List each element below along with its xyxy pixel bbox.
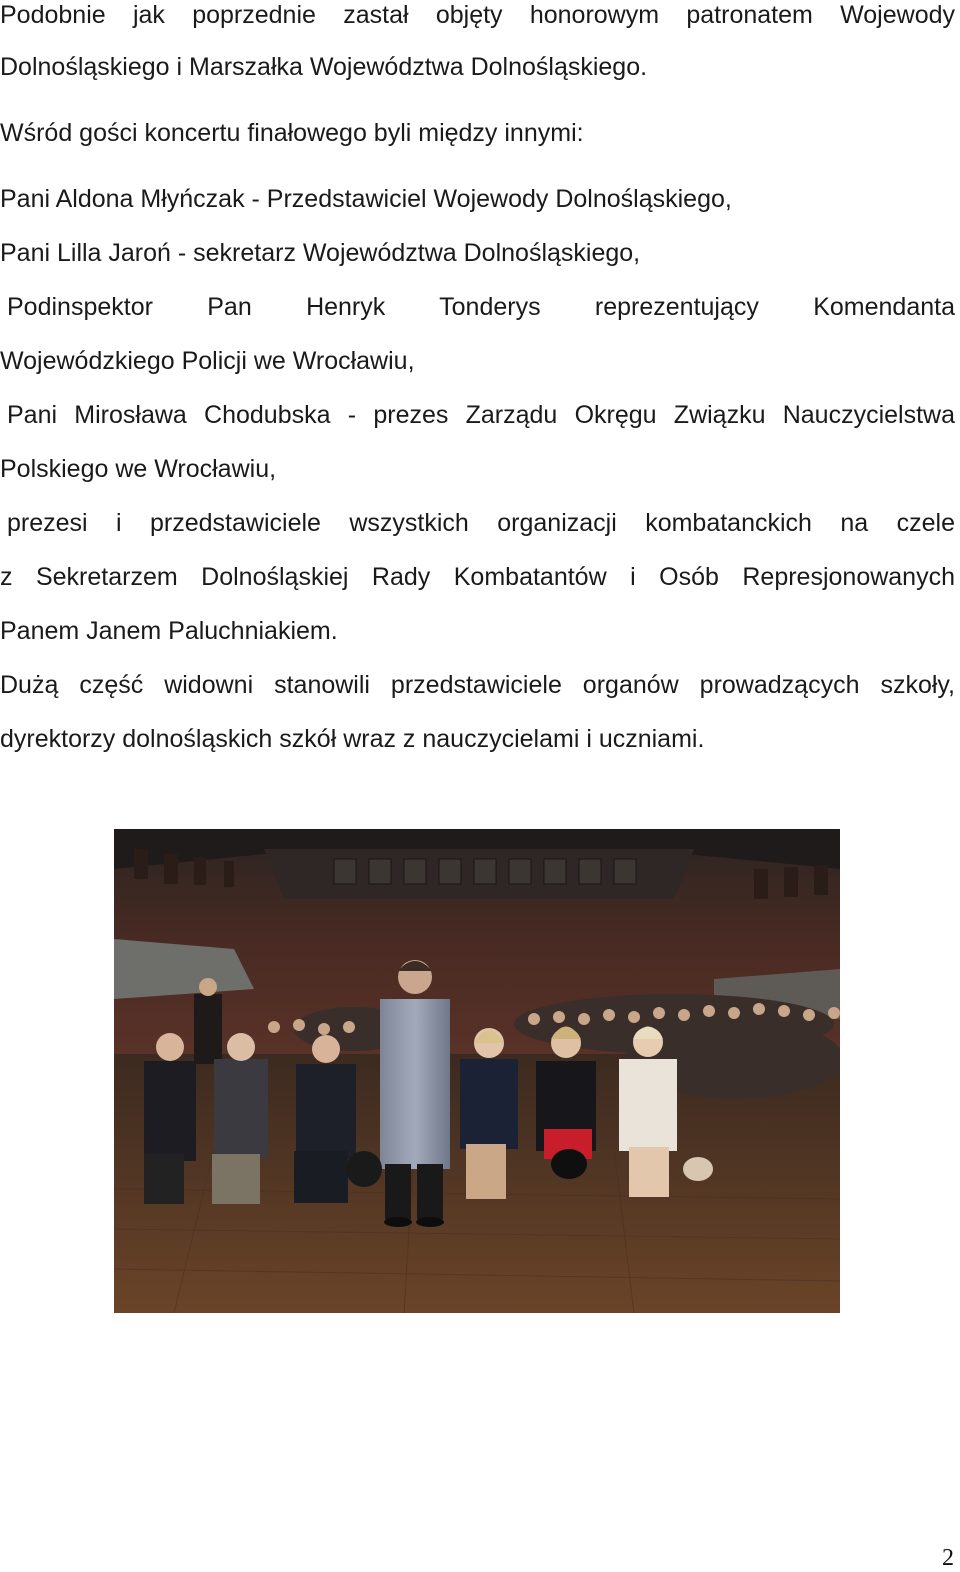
text-line: Pani Mirosława Chodubska - prezes Zarządu Okręgu Związku Nauczycielstwa (7, 401, 955, 429)
text-line: Wojewódzkiego Policji we Wrocławiu, (0, 347, 415, 375)
text-line: z Sekretarzem Dolnośląskiej Rady Kombatantów i Osób Represjonowanych (0, 563, 955, 591)
text-line: Dolnośląskiego i Marszałka Województwa Dolnośląskiego. (0, 53, 648, 81)
text-line: prezesi i przedstawiciele wszystkich organizacji kombatanckich na czele (7, 509, 955, 537)
text-line: Polskiego we Wrocławiu, (0, 455, 277, 483)
text-line: dyrektorzy dolnośląskich szkół wraz z nauczycielami i uczniami. (0, 725, 705, 753)
text-line: Pani Aldona Młyńczak - Przedstawiciel Wojewody Dolnośląskiego, (0, 185, 732, 213)
page-number: 2 (942, 1545, 954, 1571)
text-line: Wśród gości koncertu finałowego byli między innymi: (0, 119, 584, 147)
text-line: Podobnie jak poprzednie zastał objęty honorowym patronatem Wojewody (0, 1, 955, 29)
text-line: Panem Janem Paluchniakiem. (0, 617, 338, 645)
text-line: Podinspektor Pan Henryk Tonderys reprezentujący Komendanta (7, 293, 955, 321)
text-line: Pani Lilla Jaroń - sekretarz Województwa Dolnośląskiego, (0, 239, 641, 267)
text-line: Dużą część widowni stanowili przedstawiciele organów prowadzących szkoły, (0, 671, 955, 699)
concert-audience-photo (114, 829, 840, 1313)
